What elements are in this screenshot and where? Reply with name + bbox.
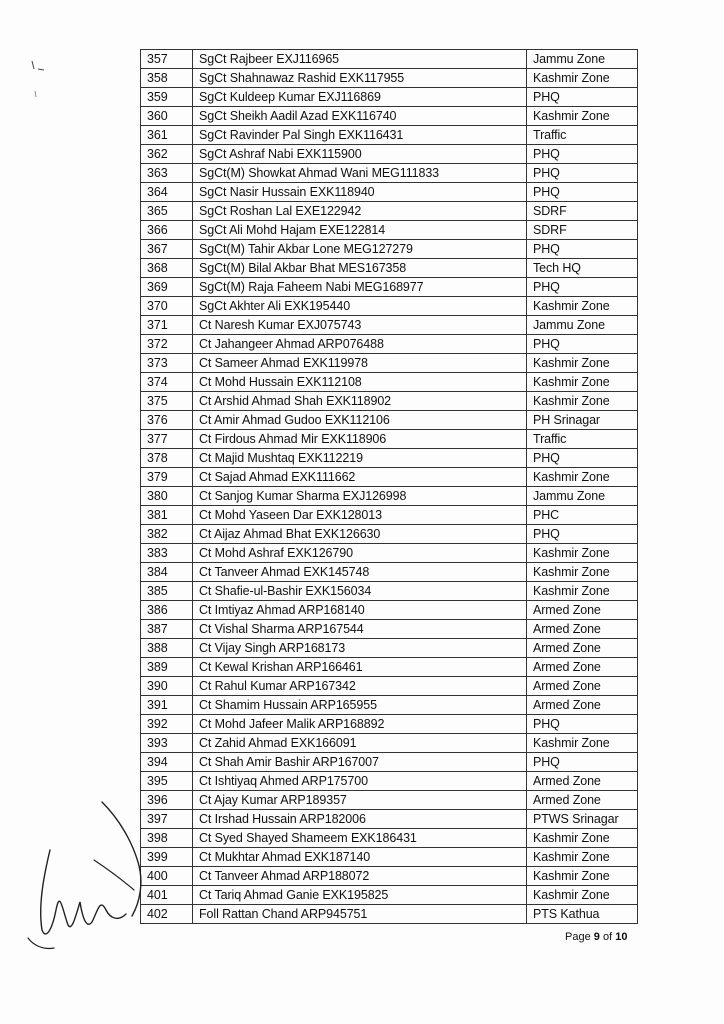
serial-number-cell: 371 <box>141 316 193 335</box>
table-row <box>141 563 638 582</box>
table-row <box>141 848 638 867</box>
posting-cell: Tech HQ <box>527 259 638 278</box>
current-page-number: 9 <box>593 931 600 943</box>
posting-cell: Kashmir Zone <box>527 392 638 411</box>
posting-cell: PHQ <box>527 145 638 164</box>
page-word: Page <box>565 931 591 943</box>
posting-cell: PHQ <box>527 335 638 354</box>
posting-cell: Armed Zone <box>527 772 638 791</box>
table-row <box>141 164 638 183</box>
serial-number-cell: 374 <box>141 373 193 392</box>
serial-number-cell: 384 <box>141 563 193 582</box>
serial-number-cell: 372 <box>141 335 193 354</box>
personnel-name-cell: Ct Ishtiyaq Ahmed ARP175700 <box>193 772 527 791</box>
posting-cell: Jammu Zone <box>527 316 638 335</box>
serial-number-cell: 391 <box>141 696 193 715</box>
posting-cell: Armed Zone <box>527 601 638 620</box>
serial-number-cell: 367 <box>141 240 193 259</box>
table-row <box>141 88 638 107</box>
table-row <box>141 715 638 734</box>
table-row <box>141 392 638 411</box>
serial-number-cell: 368 <box>141 259 193 278</box>
serial-number-cell: 359 <box>141 88 193 107</box>
page-footer <box>565 931 627 943</box>
posting-cell: Kashmir Zone <box>527 354 638 373</box>
serial-number-cell: 363 <box>141 164 193 183</box>
posting-cell: Kashmir Zone <box>527 848 638 867</box>
table-row <box>141 221 638 240</box>
table-row <box>141 449 638 468</box>
serial-number-cell: 380 <box>141 487 193 506</box>
personnel-name-cell: Ct Amir Ahmad Gudoo EXK112106 <box>193 411 527 430</box>
personnel-name-cell: Ct Mukhtar Ahmad EXK187140 <box>193 848 527 867</box>
table-row <box>141 791 638 810</box>
posting-cell: Jammu Zone <box>527 50 638 69</box>
serial-number-cell: 392 <box>141 715 193 734</box>
personnel-name-cell: SgCt Ashraf Nabi EXK115900 <box>193 145 527 164</box>
personnel-name-cell: Ct Sameer Ahmad EXK119978 <box>193 354 527 373</box>
serial-number-cell: 382 <box>141 525 193 544</box>
personnel-name-cell: SgCt Kuldeep Kumar EXJ116869 <box>193 88 527 107</box>
serial-number-cell: 357 <box>141 50 193 69</box>
table-row <box>141 411 638 430</box>
margin-marks <box>20 55 50 105</box>
serial-number-cell: 378 <box>141 449 193 468</box>
table-row <box>141 259 638 278</box>
serial-number-cell: 388 <box>141 639 193 658</box>
personnel-name-cell: Ct Mohd Hussain EXK112108 <box>193 373 527 392</box>
posting-cell: PTWS Srinagar <box>527 810 638 829</box>
posting-cell: Kashmir Zone <box>527 107 638 126</box>
table-row <box>141 430 638 449</box>
table-row <box>141 373 638 392</box>
table-row <box>141 829 638 848</box>
serial-number-cell: 373 <box>141 354 193 373</box>
table-row <box>141 354 638 373</box>
serial-number-cell: 376 <box>141 411 193 430</box>
serial-number-cell: 389 <box>141 658 193 677</box>
personnel-name-cell: Ct Naresh Kumar EXJ075743 <box>193 316 527 335</box>
personnel-name-cell: Ct Sajad Ahmad EXK111662 <box>193 468 527 487</box>
personnel-name-cell: Ct Shafie-ul-Bashir EXK156034 <box>193 582 527 601</box>
posting-cell: SDRF <box>527 202 638 221</box>
posting-cell: Kashmir Zone <box>527 886 638 905</box>
table-row <box>141 677 638 696</box>
table-row <box>141 50 638 69</box>
personnel-name-cell: SgCt Shahnawaz Rashid EXK117955 <box>193 69 527 88</box>
posting-cell: Armed Zone <box>527 620 638 639</box>
personnel-name-cell: Ct Zahid Ahmad EXK166091 <box>193 734 527 753</box>
posting-cell: Kashmir Zone <box>527 297 638 316</box>
posting-cell: Kashmir Zone <box>527 867 638 886</box>
serial-number-cell: 397 <box>141 810 193 829</box>
posting-cell: PTS Kathua <box>527 905 638 924</box>
serial-number-cell: 399 <box>141 848 193 867</box>
personnel-name-cell: SgCt Nasir Hussain EXK118940 <box>193 183 527 202</box>
table-row <box>141 582 638 601</box>
personnel-name-cell: SgCt Sheikh Aadil Azad EXK116740 <box>193 107 527 126</box>
table-row <box>141 278 638 297</box>
personnel-name-cell: Ct Tanveer Ahmad ARP188072 <box>193 867 527 886</box>
posting-cell: Traffic <box>527 430 638 449</box>
serial-number-cell: 398 <box>141 829 193 848</box>
personnel-name-cell: Ct Syed Shayed Shameem EXK186431 <box>193 829 527 848</box>
serial-number-cell: 393 <box>141 734 193 753</box>
table-row <box>141 107 638 126</box>
table-row <box>141 145 638 164</box>
personnel-name-cell: Ct Irshad Hussain ARP182006 <box>193 810 527 829</box>
personnel-name-cell: SgCt Ravinder Pal Singh EXK116431 <box>193 126 527 145</box>
serial-number-cell: 360 <box>141 107 193 126</box>
posting-cell: PHQ <box>527 278 638 297</box>
posting-cell: PHQ <box>527 525 638 544</box>
serial-number-cell: 377 <box>141 430 193 449</box>
posting-cell: PHQ <box>527 164 638 183</box>
serial-number-cell: 364 <box>141 183 193 202</box>
table-row <box>141 753 638 772</box>
serial-number-cell: 370 <box>141 297 193 316</box>
posting-cell: PH Srinagar <box>527 411 638 430</box>
table-row <box>141 658 638 677</box>
posting-cell: Armed Zone <box>527 677 638 696</box>
serial-number-cell: 361 <box>141 126 193 145</box>
posting-cell: PHQ <box>527 715 638 734</box>
table-row <box>141 69 638 88</box>
table-row <box>141 202 638 221</box>
personnel-name-cell: Ct Kewal Krishan ARP166461 <box>193 658 527 677</box>
posting-cell: Kashmir Zone <box>527 544 638 563</box>
posting-cell: Armed Zone <box>527 658 638 677</box>
table-row <box>141 601 638 620</box>
serial-number-cell: 386 <box>141 601 193 620</box>
personnel-name-cell: Ct Tariq Ahmad Ganie EXK195825 <box>193 886 527 905</box>
table-row <box>141 297 638 316</box>
table-row <box>141 886 638 905</box>
personnel-name-cell: SgCt Ali Mohd Hajam EXE122814 <box>193 221 527 240</box>
serial-number-cell: 396 <box>141 791 193 810</box>
table-row <box>141 867 638 886</box>
posting-cell: Traffic <box>527 126 638 145</box>
table-row <box>141 525 638 544</box>
table-row <box>141 468 638 487</box>
serial-number-cell: 383 <box>141 544 193 563</box>
serial-number-cell: 366 <box>141 221 193 240</box>
table-row <box>141 639 638 658</box>
posting-cell: Armed Zone <box>527 696 638 715</box>
total-pages-number: 10 <box>615 931 628 943</box>
posting-cell: PHQ <box>527 183 638 202</box>
serial-number-cell: 375 <box>141 392 193 411</box>
personnel-name-cell: Ct Tanveer Ahmad EXK145748 <box>193 563 527 582</box>
posting-cell: PHQ <box>527 88 638 107</box>
personnel-name-cell: Ct Imtiyaz Ahmad ARP168140 <box>193 601 527 620</box>
serial-number-cell: 369 <box>141 278 193 297</box>
serial-number-cell: 387 <box>141 620 193 639</box>
posting-cell: Kashmir Zone <box>527 563 638 582</box>
serial-number-cell: 390 <box>141 677 193 696</box>
roster-table <box>140 49 638 924</box>
serial-number-cell: 394 <box>141 753 193 772</box>
serial-number-cell: 385 <box>141 582 193 601</box>
personnel-name-cell: Ct Mohd Ashraf EXK126790 <box>193 544 527 563</box>
table-row <box>141 240 638 259</box>
handwritten-signature <box>10 790 180 960</box>
personnel-name-cell: Ct Shamim Hussain ARP165955 <box>193 696 527 715</box>
personnel-name-cell: Ct Rahul Kumar ARP167342 <box>193 677 527 696</box>
of-word: of <box>602 931 613 943</box>
posting-cell: Jammu Zone <box>527 487 638 506</box>
posting-cell: SDRF <box>527 221 638 240</box>
personnel-name-cell: SgCt(M) Raja Faheem Nabi MEG168977 <box>193 278 527 297</box>
posting-cell: Kashmir Zone <box>527 734 638 753</box>
serial-number-cell: 362 <box>141 145 193 164</box>
posting-cell: Armed Zone <box>527 639 638 658</box>
posting-cell: PHC <box>527 506 638 525</box>
personnel-name-cell: Ct Shah Amir Bashir ARP167007 <box>193 753 527 772</box>
personnel-name-cell: Ct Vijay Singh ARP168173 <box>193 639 527 658</box>
table-row <box>141 810 638 829</box>
personnel-name-cell: SgCt Akhter Ali EXK195440 <box>193 297 527 316</box>
personnel-name-cell: Ct Aijaz Ahmad Bhat EXK126630 <box>193 525 527 544</box>
table-row <box>141 126 638 145</box>
personnel-name-cell: Foll Rattan Chand ARP945751 <box>193 905 527 924</box>
personnel-name-cell: Ct Jahangeer Ahmad ARP076488 <box>193 335 527 354</box>
posting-cell: PHQ <box>527 753 638 772</box>
table-row <box>141 905 638 924</box>
serial-number-cell: 401 <box>141 886 193 905</box>
personnel-name-cell: SgCt(M) Showkat Ahmad Wani MEG111833 <box>193 164 527 183</box>
serial-number-cell: 400 <box>141 867 193 886</box>
table-row <box>141 696 638 715</box>
personnel-name-cell: Ct Ajay Kumar ARP189357 <box>193 791 527 810</box>
personnel-name-cell: Ct Arshid Ahmad Shah EXK118902 <box>193 392 527 411</box>
table-row <box>141 734 638 753</box>
personnel-name-cell: SgCt Roshan Lal EXE122942 <box>193 202 527 221</box>
table-row <box>141 772 638 791</box>
serial-number-cell: 402 <box>141 905 193 924</box>
serial-number-cell: 358 <box>141 69 193 88</box>
posting-cell: Kashmir Zone <box>527 582 638 601</box>
serial-number-cell: 365 <box>141 202 193 221</box>
serial-number-cell: 379 <box>141 468 193 487</box>
personnel-name-cell: SgCt(M) Bilal Akbar Bhat MES167358 <box>193 259 527 278</box>
posting-cell: Kashmir Zone <box>527 829 638 848</box>
posting-cell: PHQ <box>527 449 638 468</box>
personnel-name-cell: Ct Mohd Jafeer Malik ARP168892 <box>193 715 527 734</box>
serial-number-cell: 395 <box>141 772 193 791</box>
posting-cell: Kashmir Zone <box>527 468 638 487</box>
roster-table-body <box>141 50 638 924</box>
table-row <box>141 544 638 563</box>
personnel-name-cell: SgCt Rajbeer EXJ116965 <box>193 50 527 69</box>
personnel-name-cell: Ct Majid Mushtaq EXK112219 <box>193 449 527 468</box>
table-row <box>141 506 638 525</box>
table-row <box>141 316 638 335</box>
personnel-name-cell: Ct Sanjog Kumar Sharma EXJ126998 <box>193 487 527 506</box>
personnel-name-cell: SgCt(M) Tahir Akbar Lone MEG127279 <box>193 240 527 259</box>
personnel-name-cell: Ct Mohd Yaseen Dar EXK128013 <box>193 506 527 525</box>
posting-cell: Kashmir Zone <box>527 69 638 88</box>
table-row <box>141 183 638 202</box>
posting-cell: PHQ <box>527 240 638 259</box>
table-row <box>141 620 638 639</box>
table-row <box>141 487 638 506</box>
posting-cell: Kashmir Zone <box>527 373 638 392</box>
table-row <box>141 335 638 354</box>
personnel-name-cell: Ct Firdous Ahmad Mir EXK118906 <box>193 430 527 449</box>
personnel-name-cell: Ct Vishal Sharma ARP167544 <box>193 620 527 639</box>
serial-number-cell: 381 <box>141 506 193 525</box>
posting-cell: Armed Zone <box>527 791 638 810</box>
